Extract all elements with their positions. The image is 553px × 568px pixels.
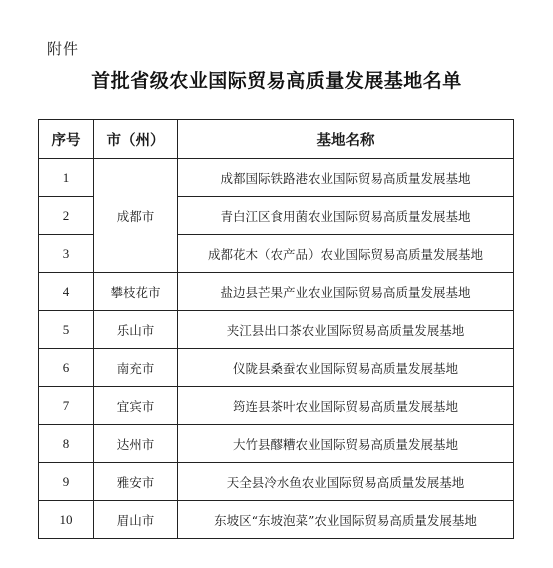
base-name-cell: 盐边县芒果产业农业国际贸易高质量发展基地 [178,273,514,311]
table-row [39,273,514,311]
attachment-label: 附件 [47,40,80,58]
serial-number-cell: 5 [39,311,94,349]
serial-number-cell: 7 [39,387,94,425]
base-name-cell: 仪陇县桑蚕农业国际贸易高质量发展基地 [178,349,514,387]
base-list-table [38,119,514,539]
serial-number-cell: 3 [39,235,94,273]
base-name-cell: 天全县冷水鱼农业国际贸易高质量发展基地 [178,463,514,501]
table-row [39,349,514,387]
city-cell: 乐山市 [94,311,178,349]
serial-number-cell: 10 [39,501,94,539]
city-cell: 宜宾市 [94,387,178,425]
city-cell: 攀枝花市 [94,273,178,311]
table-row [39,425,514,463]
base-name-cell: 夹江县出口茶农业国际贸易高质量发展基地 [178,311,514,349]
base-name-cell: 东坡区“东坡泡菜”农业国际贸易高质量发展基地 [178,501,514,539]
city-cell: 成都市 [94,159,178,273]
serial-number-cell: 1 [39,159,94,197]
header-base-name: 基地名称 [178,120,514,159]
base-name-cell: 成都花木（农产品）农业国际贸易高质量发展基地 [178,235,514,273]
table-row [39,387,514,425]
base-name-cell: 大竹县醪糟农业国际贸易高质量发展基地 [178,425,514,463]
base-name-cell: 筠连县茶叶农业国际贸易高质量发展基地 [178,387,514,425]
base-name-cell: 青白江区食用菌农业国际贸易高质量发展基地 [178,197,514,235]
base-name-cell: 成都国际铁路港农业国际贸易高质量发展基地 [178,159,514,197]
serial-number-cell: 2 [39,197,94,235]
serial-number-cell: 6 [39,349,94,387]
table-row [39,463,514,501]
table-header-row [39,120,514,159]
header-serial-number: 序号 [39,120,94,159]
city-cell: 达州市 [94,425,178,463]
serial-number-cell: 8 [39,425,94,463]
document-title: 首批省级农业国际贸易高质量发展基地名单 [91,70,462,92]
city-cell: 南充市 [94,349,178,387]
serial-number-cell: 4 [39,273,94,311]
serial-number-cell: 9 [39,463,94,501]
city-cell: 眉山市 [94,501,178,539]
table-row [39,311,514,349]
table-row [39,501,514,539]
city-cell: 雅安市 [94,463,178,501]
header-city: 市（州） [94,120,178,159]
table-row [39,159,514,197]
